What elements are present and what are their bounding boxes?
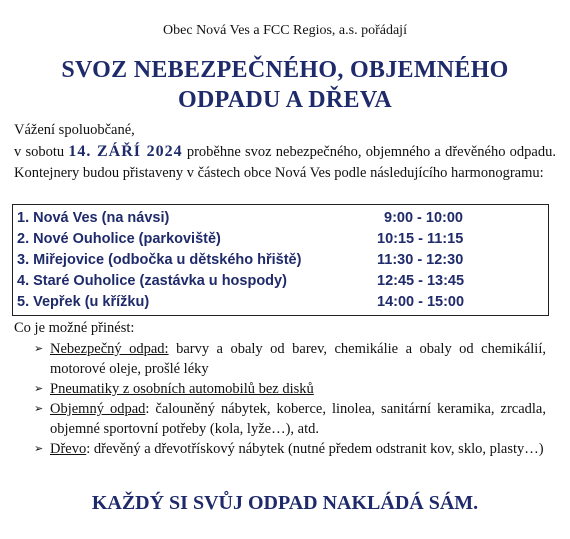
schedule-place: 3. Miřejovice (odbočka u dětského hřiště) [17,252,302,268]
items-list [34,339,546,459]
arrow-bullet-icon: ➢ [34,402,44,415]
item-lead: Dřevo [50,441,87,457]
schedule-time: 9:00 - 10:00 [384,210,463,226]
event-date: 14. ZÁŘÍ 2024 [68,143,183,160]
closing-note: KAŽDÝ SI SVŮJ ODPAD NAKLÁDÁ SÁM. [91,492,479,514]
title-line-1: SVOZ NEBEZPEČNÉHO, OBJEMNÉHO [61,57,509,83]
list-item [34,339,546,379]
item-text: barvy a obaly od barev, chemikálie a obaly od chemikálií, motorové oleje, prošlé léky [50,341,546,377]
arrow-bullet-icon: ➢ [34,342,44,355]
schedule-time: 10:15 - 11:15 [377,231,464,247]
item-lead: Pneumatiky z osobních automobilů bez disků [50,381,314,397]
schedule-row [17,229,544,249]
intro-paragraph [14,120,556,184]
schedule-time: 14:00 - 15:00 [377,294,465,310]
arrow-bullet-icon: ➢ [34,442,44,455]
item-text: : čalouněný nábytek, koberce, linolea, sanitární keramika, zrcadla, objemné sportovní potřeby (kola, lyže…), atd. [50,401,546,437]
schedule-place: 1. Nová Ves (na návsi) [17,210,170,226]
schedule-time: 12:45 - 13:45 [377,273,465,289]
list-item [34,439,546,459]
items-heading: Co je možné přinést: [14,320,135,336]
schedule-row [17,292,544,312]
schedule-box [12,204,549,316]
schedule-row [17,271,544,291]
list-item [34,399,546,439]
intro-before-date: v sobotu [14,144,69,160]
item-text: : dřevěný a dřevotřískový nábytek (nutné předem odstranit kov, sklo, plasty…) [86,441,544,457]
title-line-2: ODPADU A DŘEVA [177,87,392,113]
schedule-place: 5. Vepřek (u křížku) [17,294,150,310]
intro-after-date: proběhne svoz nebezpečného, objemného a dřevěného odpadu. Kontejnery budou přistaveny v částech obce Nová Ves podle následujícího harmonogramu: [14,144,556,181]
intro-text [14,141,556,184]
greeting: Vážení spoluobčané, [14,122,135,138]
schedule-row [17,208,544,228]
arrow-bullet-icon: ➢ [34,382,44,395]
schedule-place: 4. Staré Ouholice (zastávka u hospody) [17,273,287,289]
item-lead: Nebezpečný odpad: [50,341,169,357]
schedule-time: 11:30 - 12:30 [377,252,464,268]
schedule-place: 2. Nové Ouholice (parkoviště) [17,231,221,247]
schedule-row [17,250,544,270]
document-title [0,55,570,115]
item-lead: Objemný odpad [50,401,146,417]
list-item [34,379,546,399]
organizer-line: Obec Nová Ves a FCC Regios, a.s. pořádají [163,23,407,38]
